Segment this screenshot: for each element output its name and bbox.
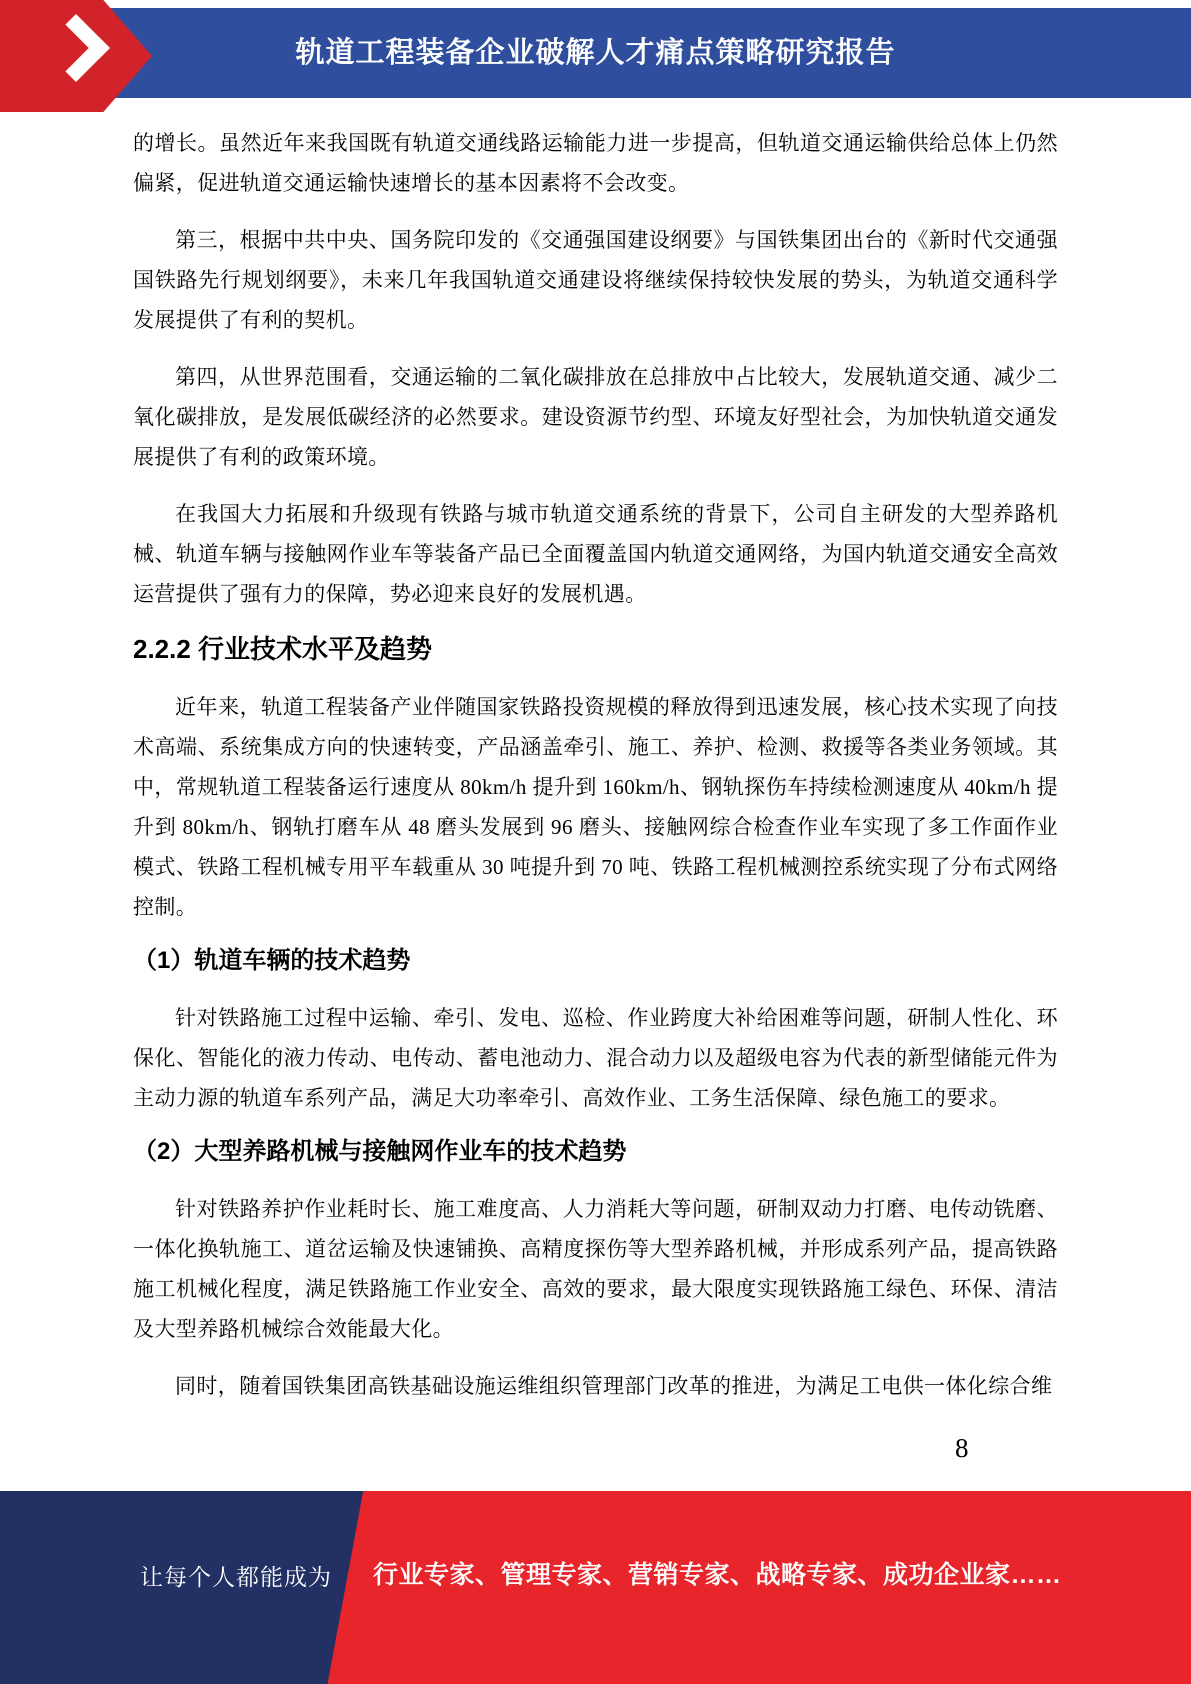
section-heading: 2.2.2 行业技术水平及趋势 xyxy=(133,634,433,664)
footer-banner xyxy=(0,1491,1191,1684)
body-paragraph: 针对铁路养护作业耗时长、施工难度高、人力消耗大等问题，研制双动力打磨、电传动铣磨、一体化换轨施工、道岔运输及快速铺换、高精度探伤等大型养路机械，并形成系列产品，提高铁路施工机械化程度，满足铁路施工作业安全、高效的要求，最大限度实现铁路施工绿色、环保、清洁及大型养路机械综合效能最大化。 xyxy=(133,1197,1058,1341)
body-paragraph: 近年来，轨道工程装备产业伴随国家铁路投资规模的释放得到迅速发展，核心技术实现了向技术高端、系统集成方向的快速转变，产品涵盖牵引、施工、养护、检测、救援等各类业务领域。其中，常规轨道工程装备运行速度从 80km/h 提升到 160km/h、钢轨探伤车持续检测速度从 40km/h 提升到 80km/h、钢轨打磨车从 48 磨头发展到 96 磨头、接触网综合检查作业车实现了多工作面作业模式、铁路工程机械专用平车载重从 30 吨提升到 70 吨、铁路工程机械测控系统实现了分布式网络控制。 xyxy=(133,695,1058,919)
footer-slogan-left: 让每个人都能成为 xyxy=(140,1564,332,1590)
body-paragraph: 同时，随着国铁集团高铁基础设施运维组织管理部门改革的推进，为满足工电供一体化综合维 xyxy=(175,1374,1053,1398)
subsection-heading-2: （2）大型养路机械与接触网作业车的技术趋势 xyxy=(133,1138,627,1165)
body-paragraph: 的增长。虽然近年来我国既有轨道交通线路运输能力进一步提高，但轨道交通运输供给总体上仍然偏紧，促进轨道交通运输快速增长的基本因素将不会改变。 xyxy=(133,131,1058,195)
body-paragraph: 针对铁路施工过程中运输、牵引、发电、巡检、作业跨度大补给困难等问题，研制人性化、环保化、智能化的液力传动、电传动、蓄电池动力、混合动力以及超级电容为代表的新型储能元件为主动力源的轨道车系列产品，满足大功率牵引、高效作业、工务生活保障、绿色施工的要求。 xyxy=(133,1006,1058,1110)
body-paragraph: 在我国大力拓展和升级现有铁路与城市轨道交通系统的背景下，公司自主研发的大型养路机械、轨道车辆与接触网作业车等装备产品已全面覆盖国内轨道交通网络，为国内轨道交通安全高效运营提供了强有力的保障，势必迎来良好的发展机遇。 xyxy=(133,502,1058,606)
page-number: 8 xyxy=(955,1433,969,1463)
report-title: 轨道工程装备企业破解人才痛点策略研究报告 xyxy=(295,37,896,69)
footer-slogan-right: 行业专家、管理专家、营销专家、战略专家、成功企业家…… xyxy=(373,1561,1062,1589)
body-paragraph: 第四，从世界范围看，交通运输的二氧化碳排放在总排放中占比较大，发展轨道交通、减少二氧化碳排放，是发展低碳经济的必然要求。建设资源节约型、环境友好型社会，为加快轨道交通发展提供了有利的政策环境。 xyxy=(133,365,1058,469)
subsection-heading-1: （1）轨道车辆的技术趋势 xyxy=(133,947,411,974)
body-paragraph: 第三，根据中共中央、国务院印发的《交通强国建设纲要》与国铁集团出台的《新时代交通强国铁路先行规划纲要》，未来几年我国轨道交通建设将继续保持较快发展的势头，为轨道交通科学发展提供了有利的契机。 xyxy=(133,228,1058,332)
document-body xyxy=(133,123,1058,1423)
